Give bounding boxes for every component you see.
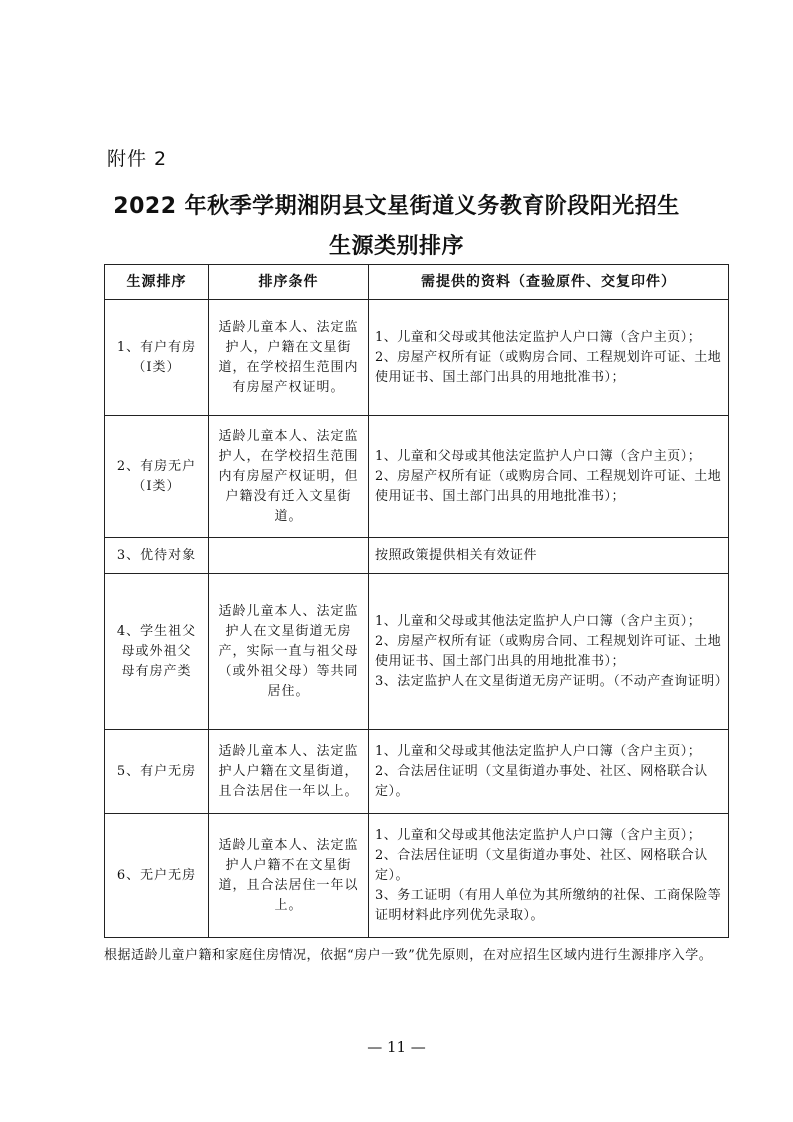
- document-item: 2、合法居住证明（文星街道办事处、社区、网格联合认定）。: [375, 847, 708, 883]
- document-title-line-1: 2022 年秋季学期湘阴县文星街道义务教育阶段阳光招生: [113, 194, 680, 219]
- ranking-table: [104, 264, 729, 938]
- condition-cell: 适龄儿童本人、法定监护人户籍不在文星街道，且合法居住一年以上。: [209, 814, 369, 938]
- table-header-row: [105, 265, 729, 300]
- annex-label: 附件 2: [107, 148, 168, 170]
- document-item: 按照政策提供相关有效证件: [375, 547, 538, 563]
- document-item: 2、房屋产权所有证（或购房合同、工程规划许可证、土地使用证书、国土部门出具的用地批准书）；: [375, 349, 722, 385]
- table-row: [105, 814, 729, 938]
- table-row: [105, 730, 729, 814]
- category-text: 母有房产类: [121, 663, 192, 679]
- table-row: [105, 416, 729, 538]
- category-text: （Ⅰ类）: [132, 478, 181, 494]
- footnote: 根据适龄儿童户籍和家庭住房情况，依据“房户一致”优先原则，在对应招生区域内进行生源排序入学。: [104, 948, 713, 963]
- category-text: （Ⅰ类）: [132, 359, 181, 375]
- condition-cell: 适龄儿童本人、法定监护人户籍在文星街道，且合法居住一年以上。: [209, 730, 369, 814]
- documents-cell: [369, 300, 729, 416]
- table-row: [105, 538, 729, 574]
- document-item: 1、儿童和父母或其他法定监护人户口簿（含户主页）；: [375, 448, 702, 464]
- category-text: 6、无户无房: [116, 867, 197, 883]
- header-condition: 排序条件: [209, 265, 369, 300]
- document-item: 3、务工证明（有用人单位为其所缴纳的社保、工商保险等证明材料此序列优先录取）。: [375, 887, 722, 923]
- document-item: 1、儿童和父母或其他法定监护人户口簿（含户主页）；: [375, 329, 702, 345]
- document-item: 1、儿童和父母或其他法定监护人户口簿（含户主页）；: [375, 613, 702, 629]
- condition-cell: [209, 538, 369, 574]
- condition-cell: 适龄儿童本人、法定监护人在文星街道无房产，实际一直与祖父母（或外祖父母）等共同居住。: [209, 574, 369, 730]
- category-cell: [105, 538, 209, 574]
- table-row: [105, 574, 729, 730]
- category-text: 1、有户有房: [116, 339, 197, 355]
- category-text: 4、学生祖父: [116, 623, 197, 639]
- header-documents: 需提供的资料（查验原件、交复印件）: [369, 265, 729, 300]
- documents-cell: [369, 814, 729, 938]
- header-category: 生源排序: [105, 265, 209, 300]
- category-cell: [105, 574, 209, 730]
- document-item: 1、儿童和父母或其他法定监护人户口簿（含户主页）；: [375, 827, 702, 843]
- category-text: 2、有房无户: [116, 458, 197, 474]
- document-item: 1、儿童和父母或其他法定监护人户口簿（含户主页）；: [375, 743, 702, 759]
- document-item: 2、合法居住证明（文星街道办事处、社区、网格联合认定）。: [375, 763, 708, 799]
- documents-cell: [369, 416, 729, 538]
- category-cell: [105, 730, 209, 814]
- condition-cell: 适龄儿童本人、法定监护人，户籍在文星街道，在学校招生范围内有房屋产权证明。: [209, 300, 369, 416]
- page-number: — 11 —: [367, 1038, 426, 1056]
- category-text: 母或外祖父: [121, 643, 192, 659]
- condition-cell: 适龄儿童本人、法定监护人，在学校招生范围内有房屋产权证明，但户籍没有迁入文星街道。: [209, 416, 369, 538]
- document-title-line-2: 生源类别排序: [328, 234, 464, 259]
- category-cell: [105, 300, 209, 416]
- documents-cell: [369, 538, 729, 574]
- document-item: 2、房屋产权所有证（或购房合同、工程规划许可证、土地使用证书、国土部门出具的用地批准书）；: [375, 468, 722, 504]
- category-text: 3、优待对象: [116, 547, 197, 563]
- category-cell: [105, 814, 209, 938]
- document-item: 2、房屋产权所有证（或购房合同、工程规划许可证、土地使用证书、国土部门出具的用地批准书）；: [375, 633, 722, 669]
- table-row: [105, 300, 729, 416]
- category-cell: [105, 416, 209, 538]
- category-text: 5、有户无房: [116, 763, 197, 779]
- document-item: 3、法定监护人在文星街道无房产证明。（不动产查询证明）: [375, 673, 729, 689]
- documents-cell: [369, 730, 729, 814]
- documents-cell: [369, 574, 729, 730]
